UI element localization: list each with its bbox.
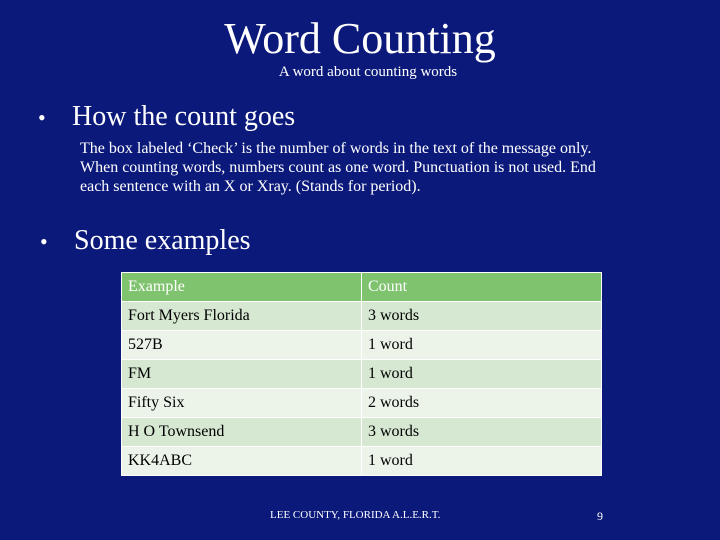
table-row	[122, 302, 602, 331]
count-cell: 3 words	[362, 418, 602, 447]
example-cell: Fort Myers Florida	[122, 302, 362, 331]
table-row	[122, 360, 602, 389]
bullet-text: Some examples	[74, 225, 251, 256]
explanation-text: The box labeled ‘Check’ is the number of words in the text of the message only. When counting words, numbers count as one word. Punctuation is not used. End each sentence with an X or Xray. (Stands for period).	[80, 140, 596, 195]
bullet-how-count-goes	[38, 100, 295, 135]
count-cell: 3 words	[362, 302, 602, 331]
example-cell: Fifty Six	[122, 389, 362, 418]
bullet-icon: •	[38, 105, 46, 130]
bullet-some-examples	[40, 224, 251, 259]
header-count: Count	[362, 273, 602, 302]
table-row	[122, 331, 602, 360]
slide-subtitle: A word about counting words	[278, 64, 458, 80]
example-cell: FM	[122, 360, 362, 389]
count-cell: 1 word	[362, 360, 602, 389]
examples-table	[121, 272, 602, 476]
slide-footer: LEE COUNTY, FLORIDA A.L.E.R.T.	[270, 509, 441, 521]
count-cell: 1 word	[362, 331, 602, 360]
example-cell: H O Townsend	[122, 418, 362, 447]
table-row	[122, 418, 602, 447]
header-example: Example	[122, 273, 362, 302]
page-number: 9	[597, 509, 603, 523]
count-cell: 1 word	[362, 447, 602, 476]
example-cell: 527B	[122, 331, 362, 360]
count-cell: 2 words	[362, 389, 602, 418]
table-header-row	[122, 273, 602, 302]
bullet-icon: •	[40, 229, 48, 254]
bullet-text: How the count goes	[72, 101, 296, 132]
table-row	[122, 447, 602, 476]
table-row	[122, 389, 602, 418]
example-cell: KK4ABC	[122, 447, 362, 476]
slide-title: Word Counting	[224, 14, 496, 63]
